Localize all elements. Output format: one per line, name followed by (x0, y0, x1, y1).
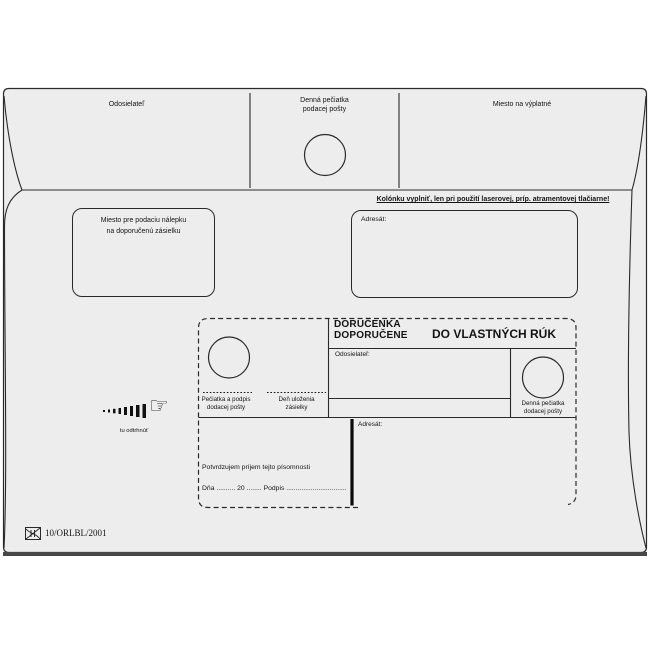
sender-area-label: Odosielateľ (108, 101, 145, 108)
delivery-addressee-label: Adresát: (358, 421, 383, 428)
registration-label-box-caption (73, 216, 214, 237)
registration-label-line1: Miesto pre podaciu nálepku (100, 217, 187, 224)
addressee-box-label: Adresát: (361, 216, 387, 223)
daily-stamp-label (511, 400, 575, 416)
tear-here-label: tu odtrhnúť (119, 428, 149, 434)
posting-stamp-label-line2: podacej pošty (302, 106, 347, 113)
delivery-note-title (334, 320, 408, 341)
posting-stamp-label-line1: Denná pečiatka (300, 97, 349, 104)
print-code: 10/ORLBL/2001 (45, 528, 107, 538)
registration-label-line2: na doporučenú zásielku (106, 227, 181, 235)
delivery-note-title-line2: DOPORUČENE (334, 329, 408, 341)
registration-label-box (72, 208, 215, 297)
daily-stamp-line2: dodacej pošty (523, 408, 563, 415)
delivery-note-title-line1: DORUČENKA (334, 319, 401, 330)
deposit-day-line1: Deň uloženia (278, 396, 315, 403)
envelope-outline (4, 89, 647, 553)
stamp-signature-line1: Pečiatka a podpis (201, 396, 251, 403)
deposit-day-line2: zásielky (285, 404, 308, 411)
daily-stamp-line1: Denná pečiatka (521, 400, 565, 407)
posting-stamp-label (250, 96, 399, 114)
printer-notice: Kolónku vyplniť, len pri použití laserovej, príp. atramentovej tlačiarne! (376, 196, 610, 203)
delivery-sender-label: Odosielateľ: (335, 351, 370, 358)
receipt-confirmation-text: Potvrdzujem príjem tejto písomnosti (202, 464, 311, 471)
delivery-stamp-signature-label (197, 396, 255, 412)
pointing-hand-icon: ☞ (149, 394, 169, 419)
deposit-day-label (265, 396, 328, 412)
addressee-box (351, 210, 578, 298)
date-signature-line: Dňa .......... 20 ........ Podpis ................................ (202, 485, 347, 492)
stamp-signature-line2: dodacej pošty (206, 404, 246, 411)
delivery-note-title-right: DO VLASTNÝCH RÚK (431, 327, 556, 341)
postage-area-label: Miesto na výplatné (492, 101, 552, 108)
